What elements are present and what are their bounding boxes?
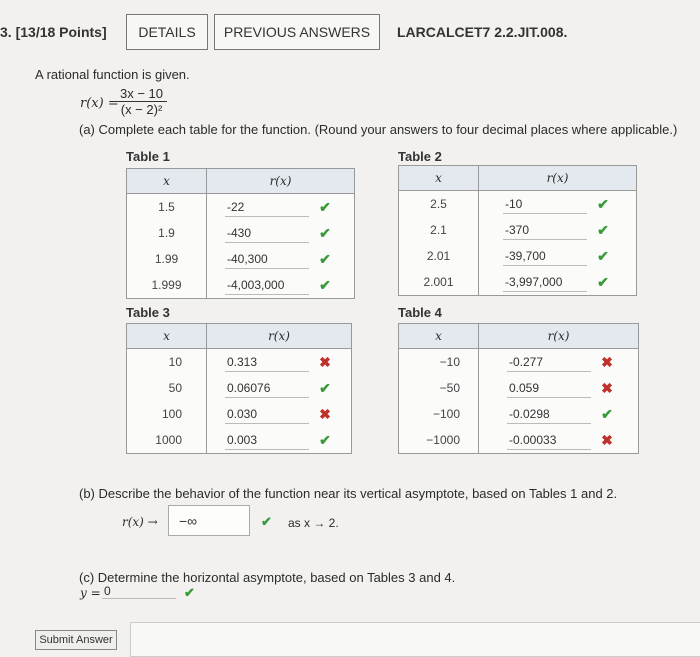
r-answer-input[interactable] xyxy=(503,247,587,266)
part-b-lhs: r(x) → xyxy=(122,515,158,529)
x-value: 1000 xyxy=(127,427,207,454)
x-value: 50 xyxy=(127,375,207,401)
table-row xyxy=(399,349,639,376)
horizontal-asymptote-input[interactable]: 0 xyxy=(102,584,176,599)
check-icon: ✔ xyxy=(319,379,331,396)
table2-label: Table 2 xyxy=(398,149,442,164)
check-icon: ✔ xyxy=(319,276,331,293)
check-icon: ✔ xyxy=(601,405,613,422)
check-icon: ✔ xyxy=(184,585,195,600)
previous-answers-button[interactable]: PREVIOUS ANSWERS xyxy=(214,14,380,50)
x-value: −100 xyxy=(399,401,479,427)
x-value: 2.001 xyxy=(399,269,479,296)
r-answer-input[interactable] xyxy=(503,273,587,292)
table4 xyxy=(398,323,639,454)
table3-header-r: r(x) xyxy=(207,324,352,349)
table4-header-r: r(x) xyxy=(479,324,639,349)
table-row xyxy=(399,243,637,269)
table1-header-r: r(x) xyxy=(207,169,355,194)
table2-header-x: x xyxy=(399,166,479,191)
submit-answer-button[interactable]: Submit Answer xyxy=(35,630,117,650)
x-value: 1.5 xyxy=(127,194,207,221)
table1-header-x: x xyxy=(127,169,207,194)
x-value: 2.5 xyxy=(399,191,479,218)
part-b-text: (b) Describe the behavior of the function near its vertical asymptote, based on Tables 1 and 2. xyxy=(79,486,618,501)
r-answer-input[interactable] xyxy=(225,276,309,295)
r-answer-input[interactable] xyxy=(507,353,591,372)
notes-area[interactable] xyxy=(130,622,700,657)
x-value: −10 xyxy=(399,349,479,376)
problem-code: LARCALCET7 2.2.JIT.008. xyxy=(397,24,568,40)
table3 xyxy=(126,323,352,454)
table-row xyxy=(127,401,352,427)
x-value: 1.9 xyxy=(127,220,207,246)
table-row xyxy=(127,349,352,376)
cross-icon: ✖ xyxy=(319,405,331,422)
table-row xyxy=(399,401,639,427)
table-row xyxy=(399,427,639,454)
check-icon: ✔ xyxy=(261,514,272,529)
intro-text: A rational function is given. xyxy=(35,67,190,82)
table4-label: Table 4 xyxy=(398,305,442,320)
r-answer-input[interactable] xyxy=(503,195,587,214)
table4-header-x: x xyxy=(399,324,479,349)
table3-label: Table 3 xyxy=(126,305,170,320)
function-lhs: r(x) = xyxy=(80,96,119,111)
function-denominator: (x − 2)² xyxy=(120,102,163,117)
check-icon: ✔ xyxy=(597,221,609,238)
part-b-as-text: as x → 2. xyxy=(288,516,339,530)
part-c-text: (c) Determine the horizontal asymptote, based on Tables 3 and 4. xyxy=(79,570,456,585)
table-row xyxy=(399,269,637,296)
r-answer-input[interactable] xyxy=(225,250,309,269)
problem-number: 3. xyxy=(0,24,12,40)
table3-header-x: x xyxy=(127,324,207,349)
table-row xyxy=(127,220,355,246)
x-value: 1.99 xyxy=(127,246,207,272)
part-a-text: (a) Complete each table for the function. (Round your answers to four decimal places where applicable.) xyxy=(79,122,678,137)
points-label: [13/18 Points] xyxy=(15,24,107,40)
table1-label: Table 1 xyxy=(126,149,170,164)
x-value: 2.01 xyxy=(399,243,479,269)
r-answer-input[interactable] xyxy=(507,431,591,450)
r-answer-input[interactable] xyxy=(225,431,309,450)
table-row xyxy=(399,217,637,243)
problem-header xyxy=(0,24,107,40)
check-icon: ✔ xyxy=(319,250,331,267)
table2-header-r: r(x) xyxy=(479,166,637,191)
table-row xyxy=(127,194,355,221)
table-row xyxy=(127,427,352,454)
function-numerator: 3x − 10 xyxy=(120,86,164,101)
check-icon: ✔ xyxy=(319,198,331,215)
r-answer-input[interactable] xyxy=(225,198,309,217)
x-value: 10 xyxy=(127,349,207,376)
check-icon: ✔ xyxy=(319,224,331,241)
table-row xyxy=(127,375,352,401)
check-icon: ✔ xyxy=(319,431,331,448)
cross-icon: ✖ xyxy=(601,379,613,396)
x-value: −1000 xyxy=(399,427,479,454)
r-answer-input[interactable] xyxy=(225,379,309,398)
check-icon: ✔ xyxy=(597,247,609,264)
r-answer-input[interactable] xyxy=(507,379,591,398)
cross-icon: ✖ xyxy=(319,353,331,370)
cross-icon: ✖ xyxy=(601,353,613,370)
r-answer-input[interactable] xyxy=(225,405,309,424)
table1 xyxy=(126,168,355,299)
cross-icon: ✖ xyxy=(601,431,613,448)
table-row xyxy=(399,191,637,218)
check-icon: ✔ xyxy=(597,273,609,290)
r-answer-input[interactable] xyxy=(225,224,309,243)
x-value: −50 xyxy=(399,375,479,401)
table-row xyxy=(399,375,639,401)
table-row xyxy=(127,272,355,299)
x-value: 2.1 xyxy=(399,217,479,243)
limit-answer-input[interactable]: −∞ xyxy=(168,505,250,536)
table-row xyxy=(127,246,355,272)
r-answer-input[interactable] xyxy=(507,405,591,424)
function-fraction xyxy=(116,86,167,117)
x-value: 100 xyxy=(127,401,207,427)
table2 xyxy=(398,165,637,296)
details-button[interactable]: DETAILS xyxy=(126,14,208,50)
r-answer-input[interactable] xyxy=(225,353,309,372)
x-value: 1.999 xyxy=(127,272,207,299)
check-icon: ✔ xyxy=(597,195,609,212)
part-c-lhs: y = xyxy=(80,586,101,600)
r-answer-input[interactable] xyxy=(503,221,587,240)
